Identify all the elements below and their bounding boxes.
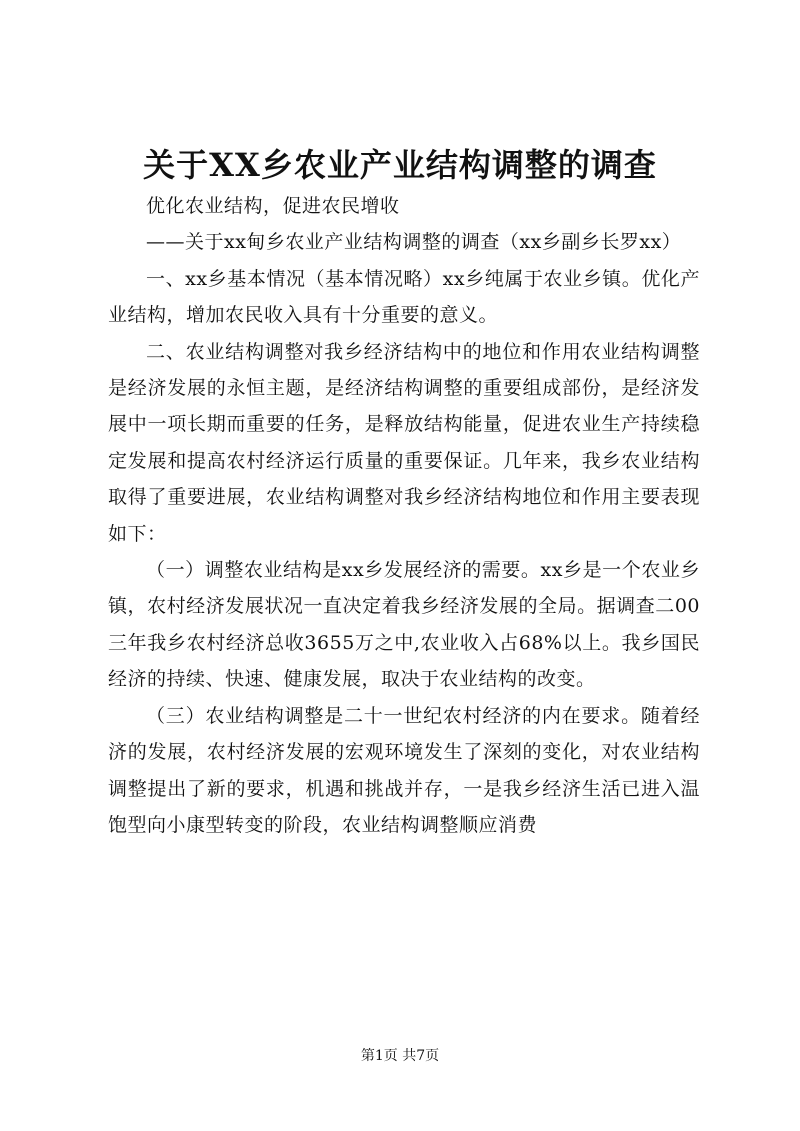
page-number-footer: 第1页 共7页 xyxy=(360,1048,440,1064)
paragraph-section-three: （三）农业结构调整是二十一世纪农村经济的内在要求。随着经济的发展，农村经济发展的宏观环境发生了深刻的变化，对农业结构调整提出了新的要求，机遇和挑战并存，一是我乡经济生活已进入温饱型向小康型转变的阶段，农业结构调整顺应消费 xyxy=(108,704,700,836)
paragraph-section-one: （一）调整农业结构是xx乡发展经济的需要。xx乡是一个农业乡镇，农村经济发展状况一直决定着我乡经济发展的全局。据调查二00三年我乡农村经济总收3655万之中,农业收入占68%以上。我乡国民经济的持续、快速、健康发展，取决于农业结构的改变。 xyxy=(108,559,700,691)
paragraph-subtitle: 优化农业结构，促进农民增收 xyxy=(146,195,400,217)
document-body xyxy=(108,188,700,843)
paragraph-byline: ——关于xx甸乡农业产业结构调整的调查（xx乡副乡长罗xx） xyxy=(146,231,682,254)
document-title: 关于XX乡农业产业结构调整的调查 xyxy=(143,146,657,184)
paragraph-basic-situation: 一、xx乡基本情况（基本情况略）xx乡纯属于农业乡镇。优化产业结构，增加农民收入具有十分重要的意义。 xyxy=(108,267,700,327)
paragraph-structure-role: 二、农业结构调整对我乡经济结构中的地位和作用农业结构调整是经济发展的永恒主题，是经济结构调整的重要组成部份，是经济发展中一项长期而重要的任务，是释放结构能量，促进农业生产持续稳定发展和提高农村经济运行质量的重要保证。几年来，我乡农业结构取得了重要进展，农业结构调整对我乡经济结构地位和作用主要表现如下： xyxy=(108,340,700,545)
